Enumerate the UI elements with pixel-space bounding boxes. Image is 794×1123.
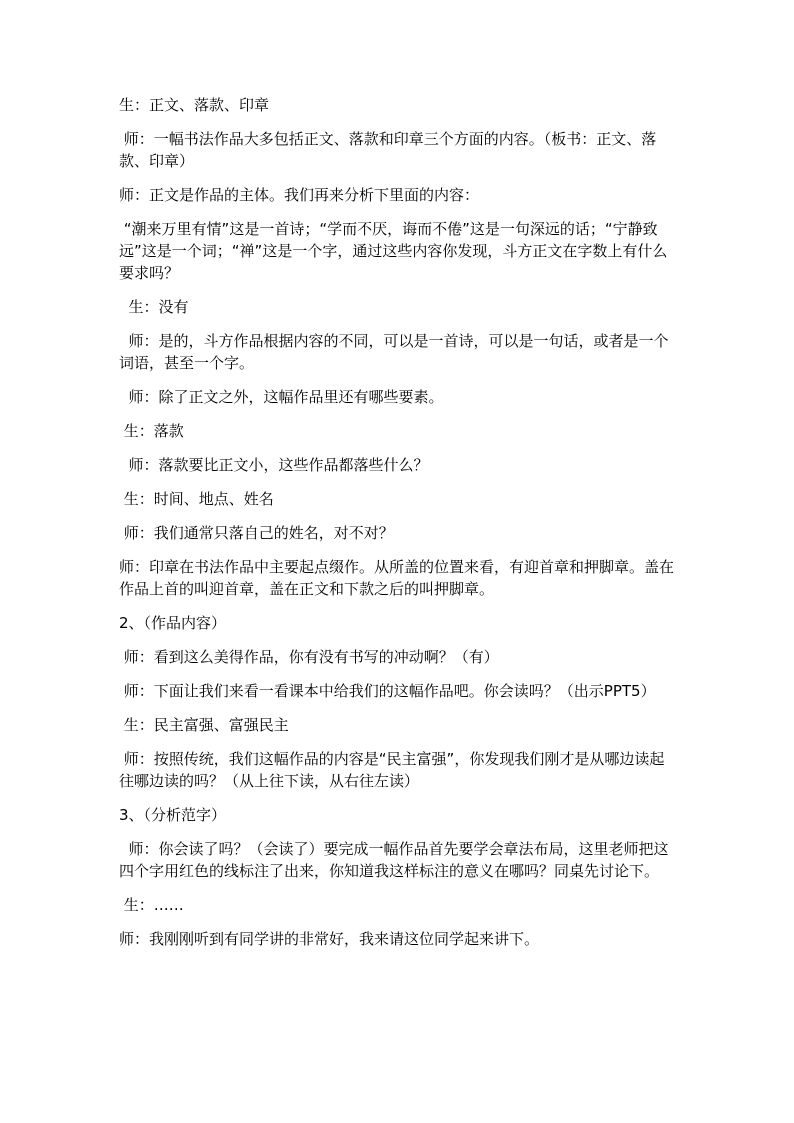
section-heading: 3、（分析范字） bbox=[119, 806, 227, 824]
paragraph: 生：时间、地点、姓名 bbox=[119, 490, 274, 508]
document-page bbox=[119, 94, 679, 962]
paragraph: 师：是的，斗方作品根据内容的不同，可以是一首诗，可以是一句话，或者是一个词语，甚至一个字。 bbox=[119, 332, 669, 372]
paragraph: 师：按照传统，我们这幅作品的内容是“民主富强”，你发现我们刚才是从哪边读起往哪边读的吗？（从上往下读，从右往左读） bbox=[119, 750, 665, 790]
paragraph: 师：一幅书法作品大多包括正文、落款和印章三个方面的内容。（板书：正文、落款、印章） bbox=[119, 130, 657, 170]
paragraph: 师：落款要比正文小，这些作品都落些什么？ bbox=[119, 456, 429, 474]
paragraph: 生：没有 bbox=[119, 298, 189, 316]
paragraph: 生：…… bbox=[119, 896, 184, 914]
paragraph: 师：正文是作品的主体。我们再来分析下里面的内容： bbox=[119, 186, 480, 204]
paragraph: 师：看到这么美得作品，你有没有书写的冲动啊？（有） bbox=[119, 648, 499, 666]
paragraph: “潮来万里有情”这是一首诗；“学而不厌，诲而不倦”这是一句深远的话；“宁静致远”这是一个词；“禅”这是一个字，通过这些内容你发现，斗方正文在字数上有什么要求吗？ bbox=[119, 220, 668, 282]
paragraph: 生：正文、落款、印章 bbox=[119, 96, 270, 114]
paragraph: 师：你会读了吗？（会读了）要完成一幅作品首先要学会章法布局，这里老师把这四个字用红色的线标注了出来，你知道我这样标注的意义在哪吗？同桌先讨论下。 bbox=[119, 840, 669, 880]
paragraph: 生：落款 bbox=[119, 422, 184, 440]
paragraph: 师：我们通常只落自己的姓名，对不对？ bbox=[119, 524, 394, 542]
paragraph: 师：下面让我们来看一看课本中给我们的这幅作品吧。你会读吗？（出示PPT5） bbox=[119, 682, 656, 700]
paragraph: 师：印章在书法作品中主要起点缀作。从所盖的位置来看，有迎首章和押脚章。盖在作品上首的叫迎首章，盖在正文和下款之后的叫押脚章。 bbox=[119, 558, 675, 598]
paragraph: 师：我刚刚听到有同学讲的非常好，我来请这位同学起来讲下。 bbox=[119, 930, 540, 948]
section-heading: 2、（作品内容） bbox=[119, 614, 227, 632]
paragraph: 生：民主富强、富强民主 bbox=[119, 716, 289, 734]
paragraph: 师：除了正文之外，这幅作品里还有哪些要素。 bbox=[119, 388, 444, 406]
